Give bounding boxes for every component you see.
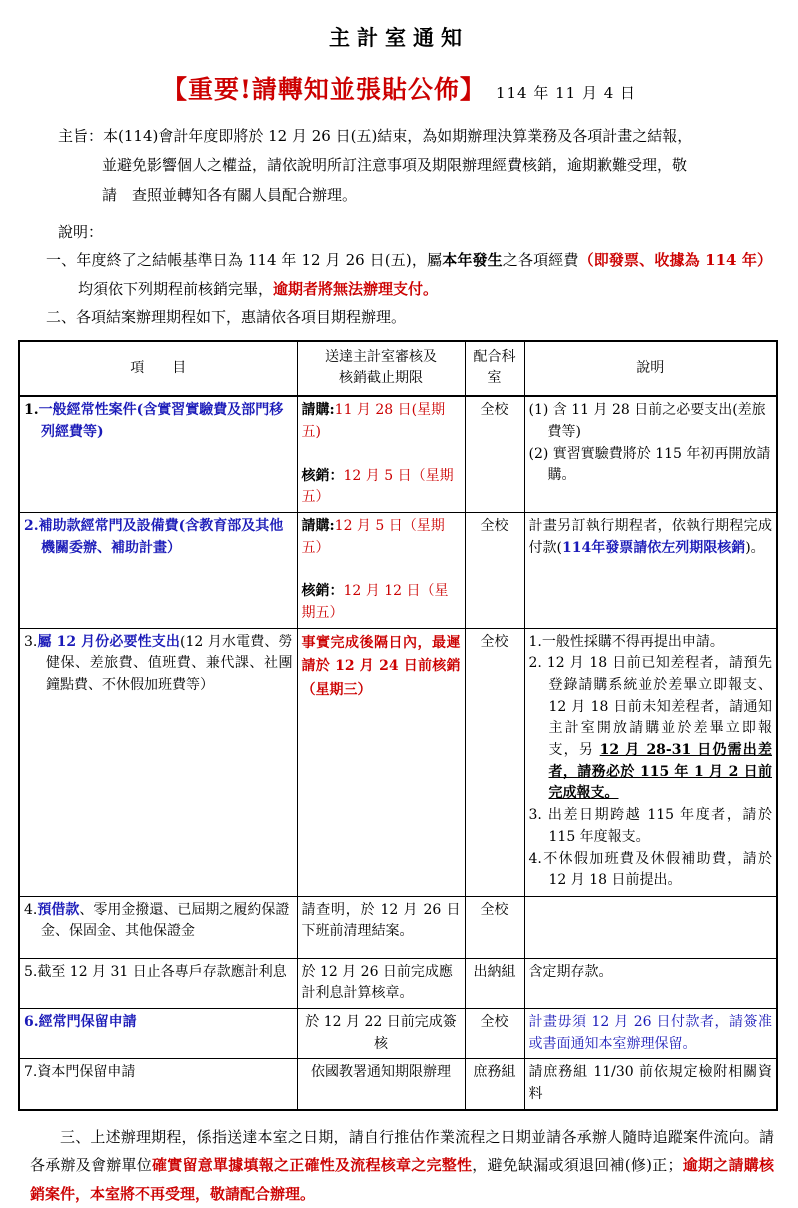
header-col-note: 說明 — [524, 341, 777, 396]
row4-unit: 全校 — [465, 896, 524, 958]
row3-note-4: 4.不休假加班費及休假補助費，請於 12 月 18 日前提出。 — [528, 850, 772, 889]
notice-date: 114 年 11 月 4 日 — [495, 84, 637, 102]
row3-note-2 — [529, 653, 773, 805]
row2-note-a: 計畫另訂執行期程者，依執行期程完成付款( — [528, 517, 772, 556]
explain-item-3 — [0, 1123, 798, 1208]
row7-note: 請庶務組 11/30 前依規定檢附相關資料 — [524, 1059, 777, 1110]
table-row — [19, 396, 777, 512]
explain-item-1 — [0, 246, 798, 303]
header-col-deadline-line1: 送達主計室審核及 — [325, 348, 437, 365]
row3-item-blue: 屬 12 月份必要性支出 — [37, 633, 180, 650]
row7-deadline: 依國教署通知期限辦理 — [297, 1059, 465, 1110]
explain-item-2 — [0, 303, 798, 332]
row2-item-text: 2.補助款經常門及設備費(含教育部及其他機關委辦、補助計畫） — [24, 517, 284, 556]
subject-text-1: 本(114)會計年度即將於 12 月 26 日(五)結束，為如期辦理決算業務及各項計畫之結報， — [103, 127, 693, 145]
row4-item — [19, 896, 297, 958]
row1-date-value-1: 11 月 28 日(星期五) — [301, 402, 446, 440]
row3-note — [524, 628, 777, 896]
explain-item-1-t3: 之各項經費 — [502, 251, 579, 270]
row7-item-text — [24, 1062, 293, 1084]
row7-item-black: 資本門保留申請 — [37, 1064, 136, 1081]
row3-note-1: 1.一般性採購不得再提出申請。 — [528, 633, 724, 650]
header-col-unit: 配合科室 — [465, 341, 524, 396]
table-row — [19, 512, 777, 628]
row3-unit: 全校 — [465, 628, 524, 896]
row6-item — [19, 1009, 297, 1059]
explain-item-3-p4: 逾期之請購核銷案件，本室將不再受理，敬請配合辦理。 — [30, 1156, 774, 1203]
schedule-table — [18, 340, 778, 1111]
row3-item-black: (12 月水電費、勞健保、差旅費、值班費、兼代課、社團鐘點費、不休假加班費等） — [46, 633, 293, 693]
row1-date-1 — [302, 400, 461, 443]
row1-note-2: (2) 實習實驗費將於 115 年初再開放請購。 — [528, 445, 771, 484]
row3-note-2-a: 2. 12 月 18 日前已知差程者，請預先登錄請購系統並於差畢立即報支、12 月 18 日前未知差程者，請通知主計室開放請購並於差畢立即報支，另 — [528, 655, 772, 759]
row1-unit: 全校 — [465, 396, 524, 512]
explain-item-3-num: 三、 — [60, 1127, 91, 1146]
row2-date-value-2: 12 月 12 日（星期五） — [301, 583, 449, 621]
row2-date-2 — [302, 581, 461, 624]
row6-num: 6. — [24, 1014, 39, 1030]
row2-note-b: 114年發票請依左列期限核銷 — [561, 539, 746, 556]
row3-item — [19, 628, 297, 896]
row1-date-value-2: 12 月 5 日（星期五） — [301, 467, 454, 506]
row1-item — [19, 396, 297, 512]
table-row — [19, 958, 777, 1008]
explain-item-1-t6: 逾期者將無法辦理支付。 — [273, 279, 439, 298]
notice-banner: 【重要!請轉知並張貼公佈】 — [161, 75, 486, 104]
table-row — [19, 1059, 777, 1110]
subject-line-1 — [58, 122, 772, 151]
row1-note-1: (1) 含 11 月 28 日前之必要支出(差旅費等) — [528, 402, 766, 440]
table-row — [19, 896, 777, 958]
row2-unit: 全校 — [465, 512, 524, 628]
row5-note: 含定期存款。 — [524, 958, 777, 1008]
row6-note: 計畫毋須 12 月 26 日付款者，請簽准或書面通知本室辦理保留。 — [524, 1009, 777, 1059]
row6-unit: 全校 — [465, 1009, 524, 1059]
row4-item-text — [24, 900, 293, 943]
row4-num: 4. — [24, 901, 38, 918]
table-row — [19, 1009, 777, 1059]
row6-deadline: 於 12 月 22 日前完成簽核 — [297, 1009, 465, 1059]
page-title: 主計室通知 — [329, 25, 469, 50]
row1-date-label-1: 請購: — [301, 402, 335, 419]
row5-item-text — [24, 962, 293, 984]
row2-date-label-2: 核銷： — [301, 583, 344, 600]
row2-date-label-1: 請購: — [301, 517, 335, 534]
row2-note — [524, 512, 777, 628]
row1-date-label-2: 核銷： — [301, 467, 344, 484]
explain-item-1-t5: 均須依下列期程前核銷完畢， — [78, 279, 274, 298]
row5-item-black: 截至 12 月 31 日止各專戶存款應計利息 — [37, 963, 287, 980]
row4-item-blue: 預借款 — [37, 901, 80, 918]
row3-num: 3. — [24, 633, 38, 650]
row5-unit: 出納組 — [465, 958, 524, 1008]
row3-note-2-b: 12 月 28-31 日仍需出差者，請務必於 115 年 1 月 2 日前完成報支。 — [548, 742, 772, 802]
row6-item-text: 6.經常門保留申請 — [24, 1014, 137, 1030]
schedule-table-wrap — [0, 340, 798, 1111]
notice-banner-line — [0, 70, 798, 106]
explain-item-2-num: 二、 — [46, 308, 77, 327]
row2-item — [19, 512, 297, 628]
subject-label: 主旨： — [58, 127, 104, 145]
row7-num: 7. — [24, 1064, 38, 1081]
row3-item-text — [24, 632, 293, 697]
row2-deadline — [297, 512, 465, 628]
row4-item-black: 、零用金撥還、已屆期之履約保證金、保固金、其他保證金 — [41, 901, 290, 940]
explain-item-1-t4: （即發票、收據為 114 年） — [578, 251, 772, 270]
row2-num: 2. — [24, 517, 39, 534]
table-row — [19, 628, 777, 896]
header-col-deadline-line2: 核銷截止期限 — [339, 370, 423, 387]
row1-note — [524, 396, 777, 512]
row5-item — [19, 958, 297, 1008]
row3-deadline — [297, 628, 465, 896]
table-header-row — [19, 341, 777, 396]
subject-line-3: 請 查照並轉知各有關人員配合辦理。 — [102, 185, 358, 204]
header-col-deadline — [297, 341, 465, 396]
header-col-item: 項 目 — [19, 341, 297, 396]
row5-deadline: 於 12 月 26 日前完成應計利息計算核章。 — [297, 958, 465, 1008]
row4-deadline: 請查明，於 12 月 26 日下班前清理結案。 — [297, 896, 465, 958]
row2-date-1 — [302, 516, 461, 559]
row2-note-c: )。 — [745, 539, 765, 556]
explain-item-1-t2: 本年發生 — [442, 251, 503, 270]
row1-deadline — [297, 396, 465, 512]
row3-note-3: 3. 出差日期跨越 115 年度者，請於 115 年度報支。 — [528, 807, 772, 845]
row7-item — [19, 1059, 297, 1110]
row4-note — [524, 896, 777, 958]
explain-label: 說明： — [58, 222, 104, 241]
subject-line-2: 並避免影響個人之權益，請依說明所訂注意事項及期限辦理經費核銷，逾期歉難受理，敬 — [102, 156, 688, 175]
explain-item-1-num: 一、 — [46, 251, 77, 270]
row5-num: 5. — [24, 963, 38, 980]
row3-date-red: 事實完成後隔日內，最遲請於 12 月 24 日前核銷（星期三） — [301, 634, 461, 699]
explain-item-1-t1: 年度終了之結帳基準日為 114 年 12 月 26 日(五)，屬 — [76, 251, 443, 270]
explain-item-2-text: 各項結案辦理期程如下，惠請依各項目期程辦理。 — [76, 308, 407, 327]
subject-block — [0, 122, 798, 210]
row1-num: 1. — [24, 402, 39, 419]
row1-date-2 — [302, 466, 461, 509]
explain-item-3-p2: 確實留意單據填報之正確性及流程核章之完整性 — [152, 1156, 473, 1175]
explain-item-3-p1: 上述辦理期程，係指送達本室之日期，請自行推估作業流程之日期並請各承辦人隨時追蹤案件流向。請各承辦及會辦單位 — [30, 1127, 774, 1175]
explain-item-3-p3: ，避免缺漏或須退回補(修)正； — [472, 1156, 683, 1175]
row2-date-value-1: 12 月 5 日（星期五） — [301, 517, 445, 556]
row7-unit: 庶務組 — [465, 1059, 524, 1110]
document-page — [0, 22, 798, 1203]
row1-item-text: 1.一般經常性案件(含實習實驗費及部門移列經費等) — [24, 402, 284, 440]
